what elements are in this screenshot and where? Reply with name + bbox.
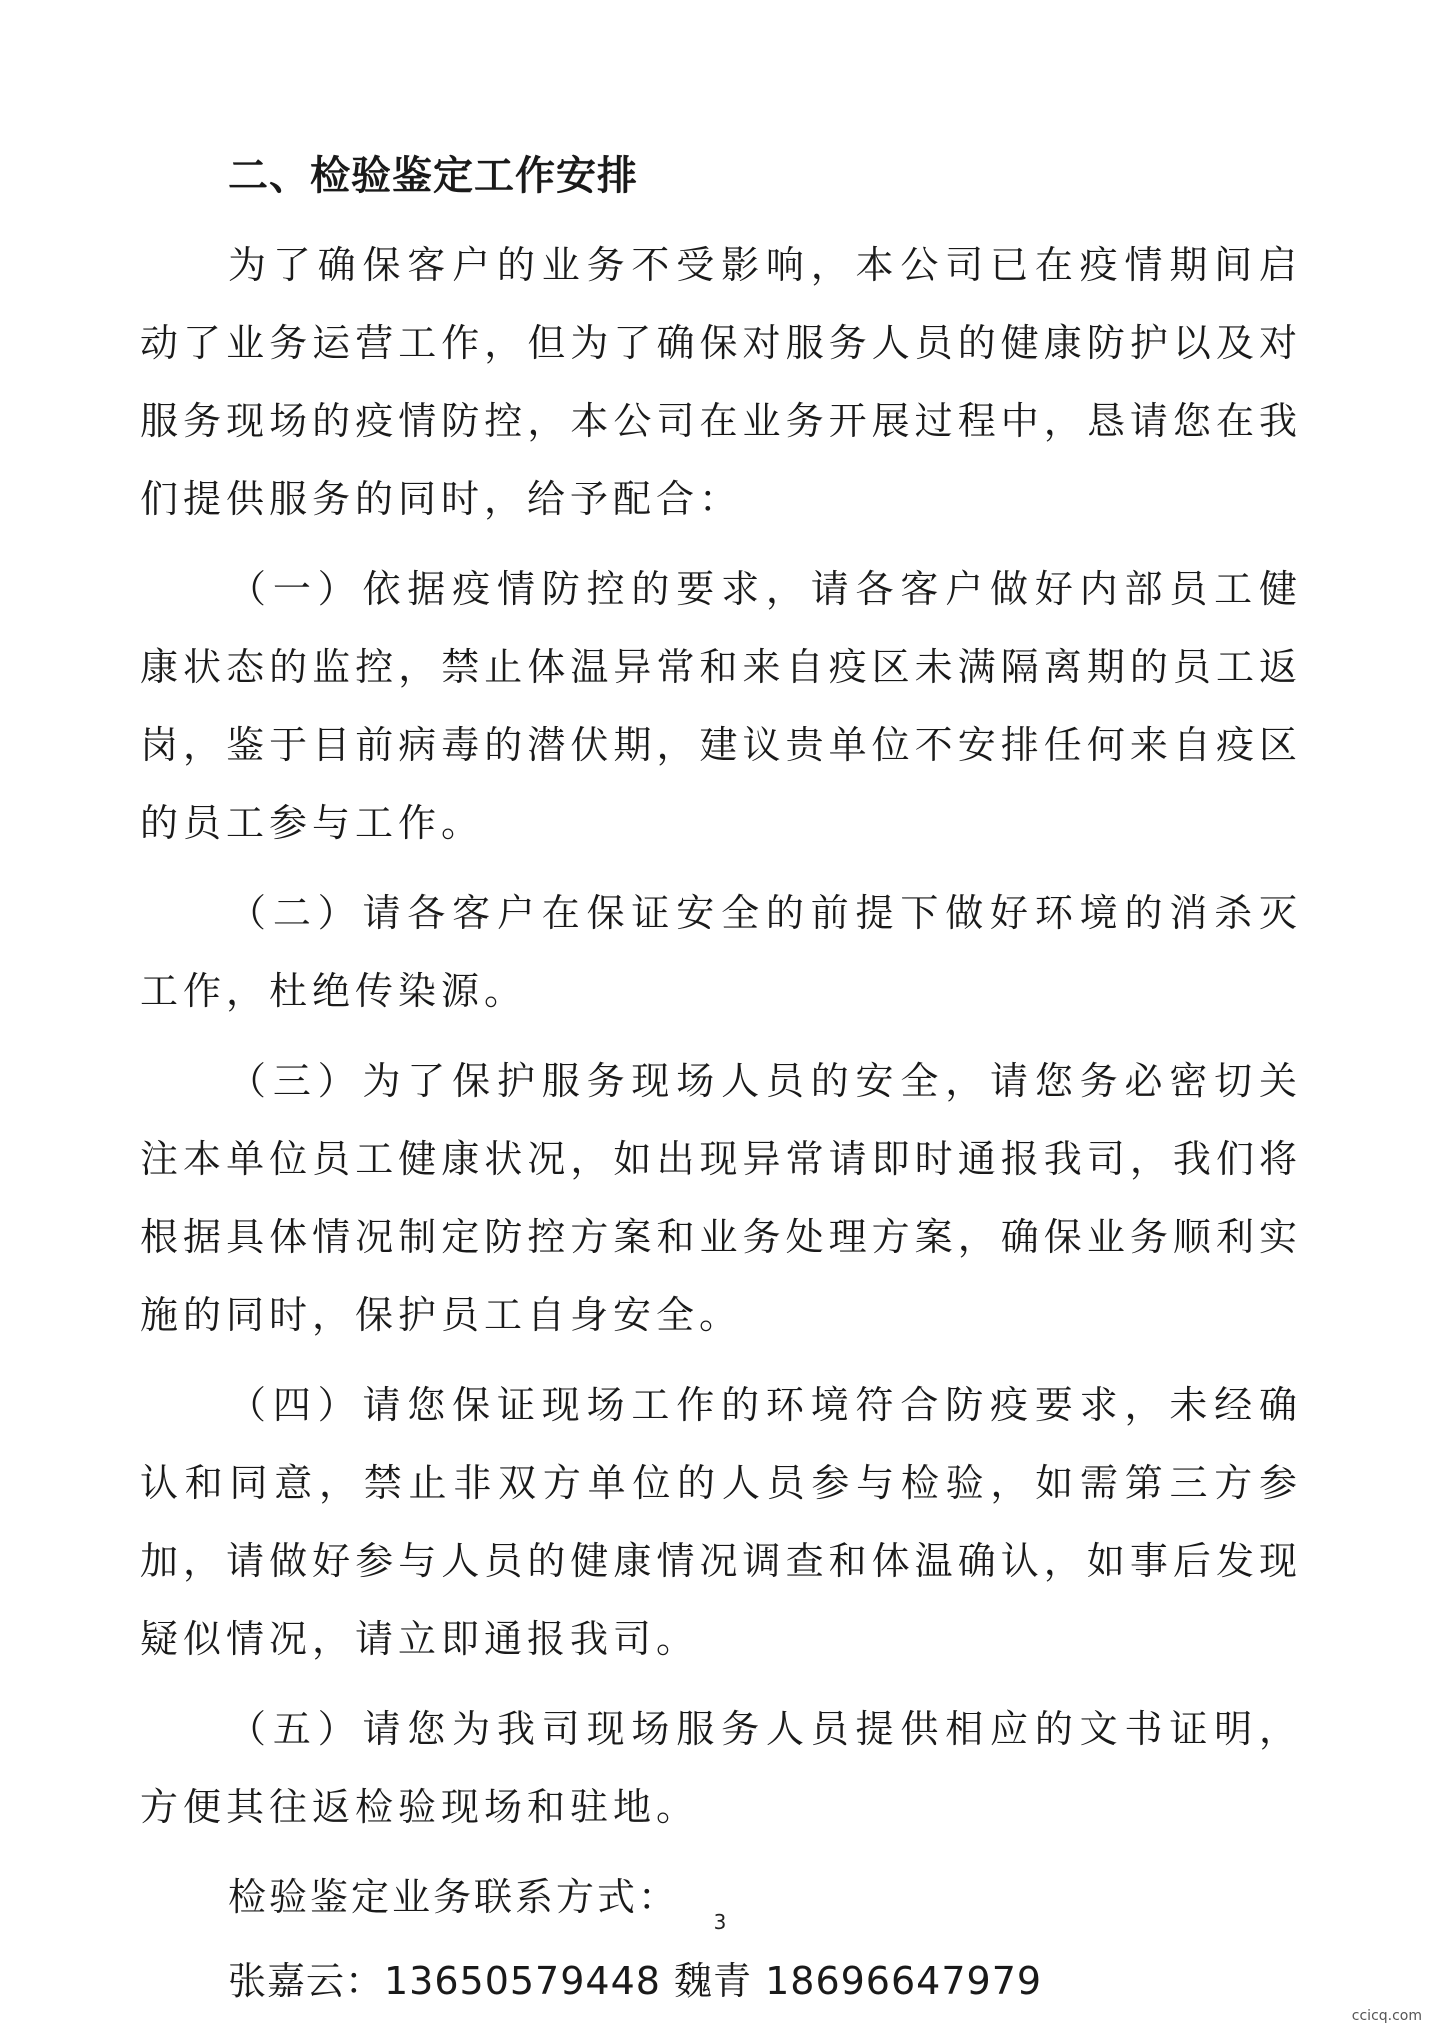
item-4-paragraph: （四）请您保证现场工作的环境符合防疫要求，未经确认和同意，禁止非双方单位的人员参与检验，如需第三方参加，请做好参与人员的健康情况调查和体温确认，如事后发现疑似情况，请立即通报我司。 <box>140 1383 1302 1661</box>
item-3-paragraph: （三）为了保护服务现场人员的安全，请您务必密切关注本单位员工健康状况，如出现异常请即时通报我司，我们将根据具体情况制定防控方案和业务处理方案，确保业务顺利实施的同时，保护员工自身安全。 <box>140 1059 1302 1337</box>
item-2-paragraph: （二）请各客户在保证安全的前提下做好环境的消杀灭工作，杜绝传染源。 <box>140 891 1302 1013</box>
section-heading: 二、检验鉴定工作安排 <box>228 153 638 199</box>
item-1-paragraph: （一）依据疫情防控的要求，请各客户做好内部员工健康状态的监控，禁止体温异常和来自疫区未满隔离期的员工返岗，鉴于目前病毒的潜伏期，建议贵单位不安排任何来自疫区的员工参与工作。 <box>140 567 1302 845</box>
document-body <box>140 150 1302 2020</box>
site-watermark: ccicq.com <box>1351 2008 1422 2024</box>
item-5-paragraph: （五）请您为我司现场服务人员提供相应的文书证明，方便其往返检验现场和驻地。 <box>140 1707 1302 1829</box>
intro-paragraph: 为了确保客户的业务不受影响，本公司已在疫情期间启动了业务运营工作，但为了确保对服务人员的健康防护以及对服务现场的疫情防控，本公司在业务开展过程中，恳请您在我们提供服务的同时，给予配合： <box>140 243 1302 521</box>
page-number: 3 <box>713 1910 727 1934</box>
contact-details: 张嘉云：13650579448 魏青 18696647979 <box>228 1959 1043 2003</box>
contact-label: 检验鉴定业务联系方式： <box>228 1875 680 1919</box>
